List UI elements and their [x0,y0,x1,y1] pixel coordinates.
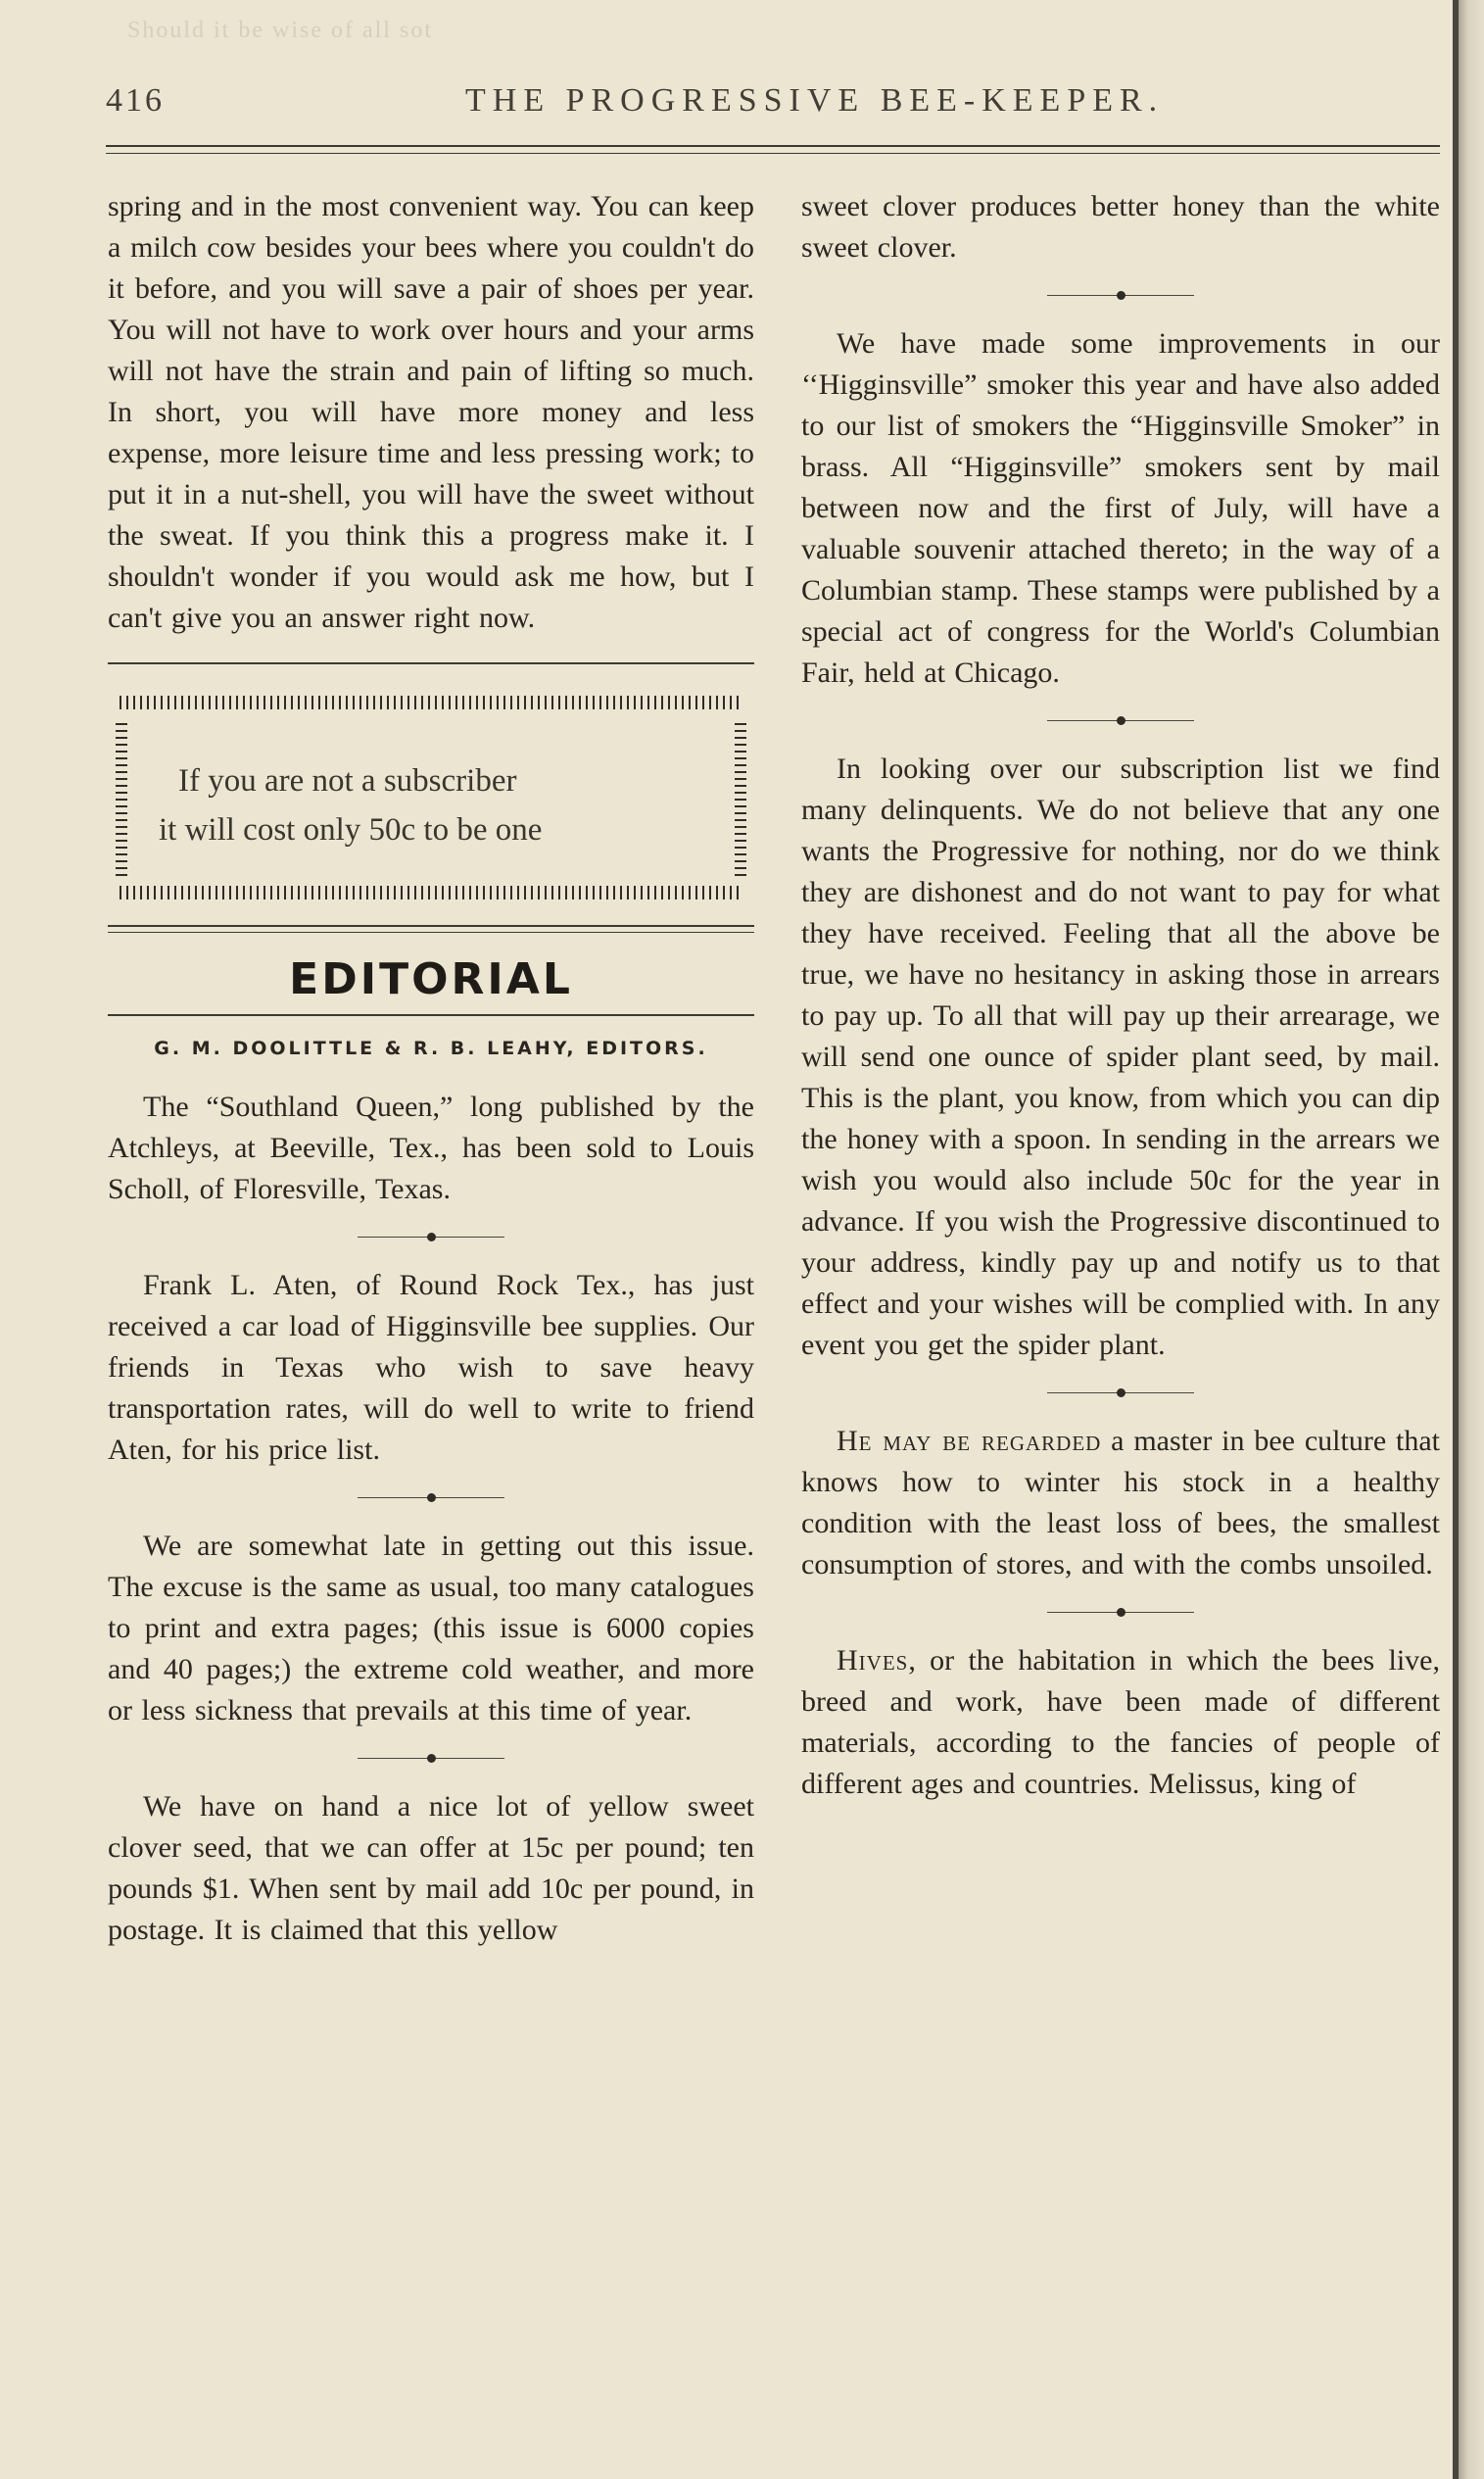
subscription-notice-box [108,688,754,907]
notice-border-right [735,719,746,876]
hives-lead-in: Hives [837,1644,909,1677]
bleed-through-text: Should it be wise of all sot [127,18,433,43]
notice-border-top [120,696,742,709]
late-issue-paragraph: We are somewhat late in getting out this issue. The excuse is the same as usual, too many catalogues to print and extra pages; (this issue is 6000 copies and 40 pages;) the extreme cold weather, and more or less sickness that prevails at this time of year. [108,1530,754,1726]
running-head: THE PROGRESSIVE BEE-KEEPER. [465,82,1165,119]
clover-continued-paragraph: sweet clover produces better honey than the white sweet clover. [801,190,1440,264]
aten-paragraph: Frank L. Aten, of Round Rock Tex., has just received a car load of Higginsville bee supplies. Our friends in Texas who wish to save heavy transportation rates, will do well to write to friend Aten, for his price list. [108,1269,754,1466]
hives-text: , or the habitation in which the bees live, breed and work, have been made of different materials, according to the fancies of people of different ages and countries. Melissus, king of [801,1644,1440,1800]
book-spine-shadow [1455,0,1484,2479]
section-separator [801,1597,1440,1628]
section-separator [108,1222,754,1253]
header-rule-bottom [106,153,1440,154]
master-text: a master in bee culture that knows how to winter his stock in a healthy condition with the least loss of bees, the smallest consumption of stores, and with the combs unsoiled. [801,1425,1440,1580]
section-separator [801,1378,1440,1409]
editorial-heading: EDITORIAL [289,954,573,1004]
left-column [108,186,754,1951]
notice-border-left [116,719,127,876]
editorial-rule-top [108,925,754,927]
subscription-paragraph: In looking over our subscription list we find many delinquents. We do not believe that any one wants the Progressive for nothing, nor do we think they are dishonest and do not want to pay for what they have received. Feeling that all the above be true, we have no hesitancy in asking those in arrears to pay up. To all that will pay up their arrearage, we will send one ounce of spider plant seed, by mail. This is the plant, you know, from which you can dip the honey with a spoon. In sending in the arrears we wish you would also include 50c for the year in advance. If you wish the Progressive discontinued to your address, kindly pay up and notify us to that effect and your wishes will be complied with. In any event you get the spider plant. [801,753,1440,1361]
section-separator [801,705,1440,737]
clover-seed-paragraph: We have on hand a nice lot of yellow sweet clover seed, that we can offer at 15c per pound; ten pounds $1. When sent by mail add 10c per pound, in postage. It is claimed that this yellow [108,1790,754,1946]
right-column [801,186,1440,1805]
hives-paragraph [801,1640,1440,1805]
notice-text [159,756,543,854]
separator-dot [1117,291,1125,300]
separator-dot [1117,1608,1125,1617]
master-paragraph [801,1421,1440,1585]
notice-top-rule [108,662,754,664]
separator-dot [427,1493,436,1502]
editors-line: G. M. DOOLITTLE & R. B. LEAHY, EDITORS. [154,1038,708,1059]
notice-line-1: If you are not a subscriber [178,763,517,799]
master-lead-in: He may be regarded [837,1425,1102,1457]
gutter-line [1453,0,1459,2479]
notice-line-2: it will cost only 50c to be one [159,812,543,848]
southland-queen-paragraph: The “Southland Queen,” long published by the Atchleys, at Beeville, Tex., has been sold to Louis Scholl, of Floresville, Texas. [108,1091,754,1205]
section-separator [108,1483,754,1514]
editorial-rule-bottom [108,932,754,933]
page-number: 416 [106,82,165,119]
editorial-under-rule [108,1014,754,1016]
header-rule-top [106,145,1440,147]
separator-dot [1117,1388,1125,1397]
separator-dot [1117,716,1125,725]
separator-dot [427,1754,436,1763]
smoker-paragraph: We have made some improvements in our ‘‘Higginsville” smoker this year and have also added to our list of smokers the “Higginsville Smoker” in brass. All “Higginsville” smokers sent by mail between now and the first of July, will have a valuable souvenir attached thereto; in the way of a Columbian stamp. These stamps were published by a special act of congress for the World's Columbian Fair, held at Chicago. [801,327,1440,689]
section-separator [801,280,1440,312]
intro-paragraph: spring and in the most convenient way. You can keep a milch cow besides your bees where you couldn't do it before, and you will save a pair of shoes per year. You will not have to work over hours and your arms will not have the strain and pain of lifting so much. In short, you will have more money and less expense, more leisure time and less pressing work; to put it in a nut-shell, you will have the sweet without the sweat. If you think this a progress make it. I shouldn't wonder if you would ask me how, but I can't give you an answer right now. [108,190,754,634]
notice-border-bottom [120,886,742,899]
separator-dot [427,1233,436,1241]
section-separator [108,1743,754,1774]
